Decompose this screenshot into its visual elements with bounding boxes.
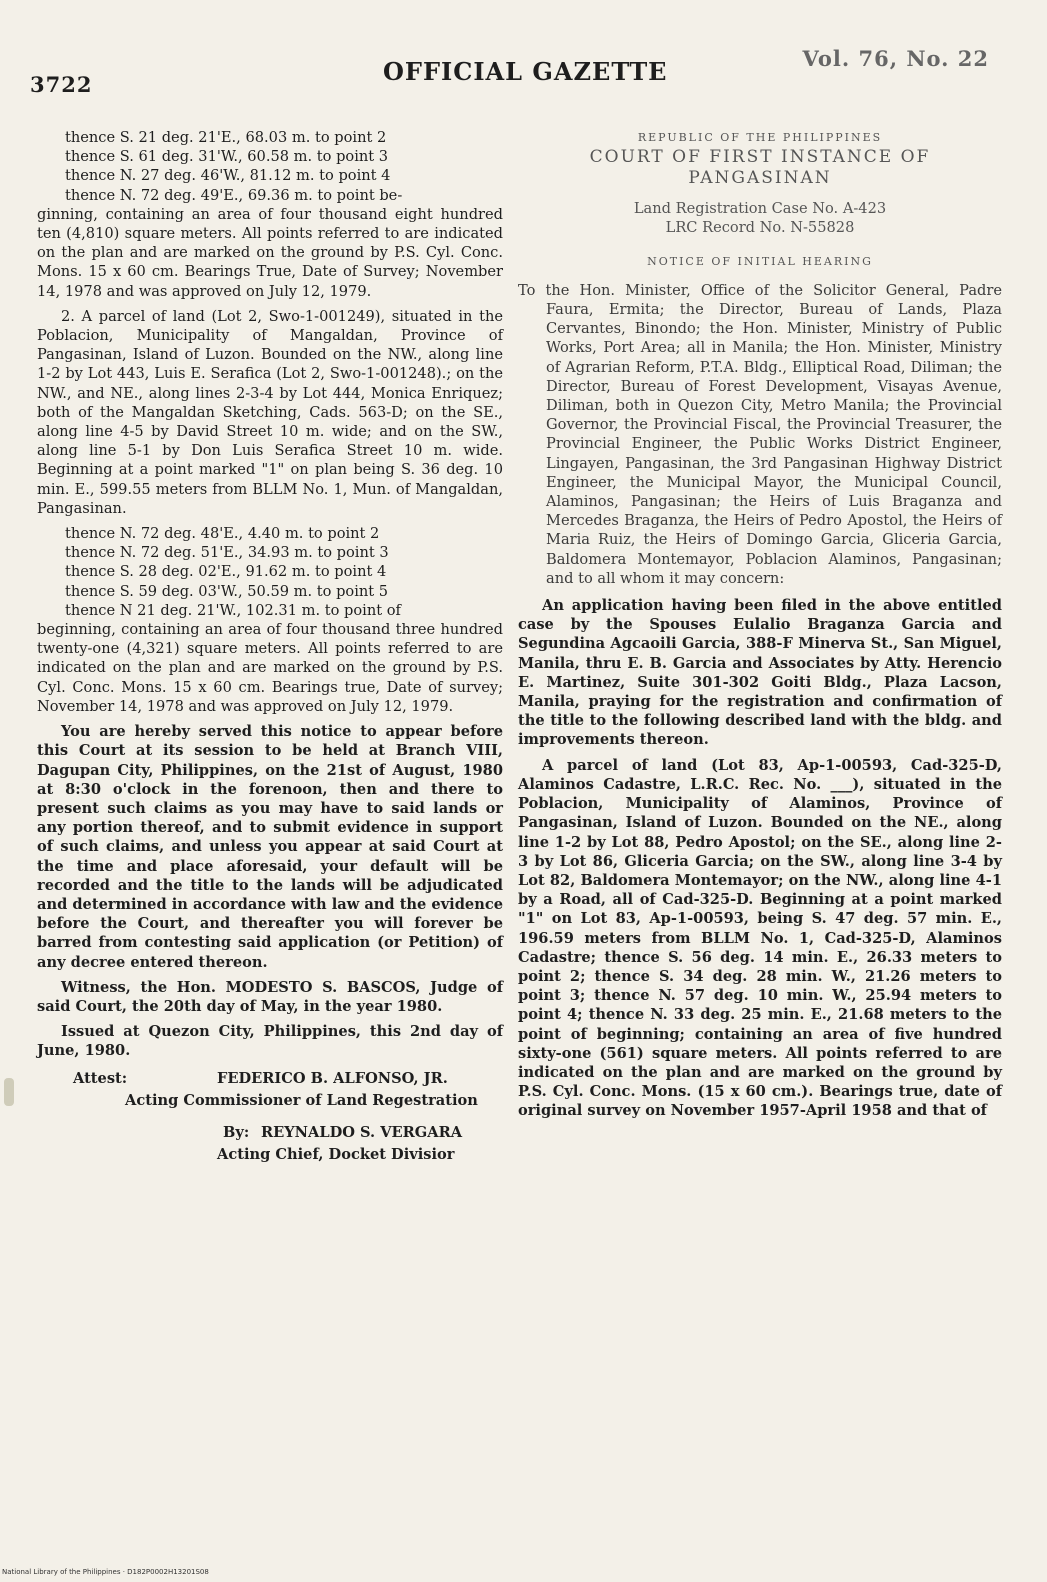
addressee-paragraph: To the Hon. Minister, Office of the Solicitor General, Padre Faura, Ermita; the Director, Bureau of Lands, Plaza Cervantes, Binondo; the Hon. Minister, Ministry of Public Works, Port Area; all in Manila; the Hon. Minister, Ministry of Agrarian Reform, P.T.A. Bldg., Elliptical Road, Diliman; the Director, Bureau of Forest Development, Visayas Avenue, Diliman, both in Quezon City, Metro Manila; the Provincial Governor, the Provincial Fiscal, the Provincial Treasurer, the Provincial Engineer, the Public Works District Engineer, Lingayen, Pangasinan, the 3rd Pangasinan Highway District Engineer, the Municipal Mayor, the Municipal Council, Alaminos, Pangasinan; the Heirs of Luis Braganza and Mercedes Braganza, the Heirs of Pedro Apostol, the Heirs of Maria Ruiz, the Heirs of Domingo Garcia, Gliceria Garcia, Baldomera Montemayor, Poblacion Alaminos, Pangasinan; and to all whom it may concern: xyxy=(518,281,1002,587)
course-line: thence S. 21 deg. 21'E., 68.03 m. to point 2 xyxy=(65,129,387,146)
course-line: thence S. 61 deg. 31'W., 60.58 m. to point 3 xyxy=(65,148,389,166)
scan-credit: National Library of the Philippines · D182P0002H13201S08 xyxy=(2,1568,209,1576)
issued-paragraph: Issued at Quezon City, Philippines, this 2nd day of June, 1980. xyxy=(37,1023,503,1060)
signature-block xyxy=(37,1069,503,1167)
publication-title: OFFICIAL GAZETTE xyxy=(383,57,668,86)
right-column xyxy=(518,128,1002,1127)
application-paragraph: An application having been filed in the above entitled case by the Spouses Eulalio Braganza Garcia and Segundina Agcaoili Garcia, 388-F Minerva St., San Miguel, Manila, thru E. B. Garcia and Associates by Atty. Herencio E. Martinez, Suite 301-302 Goiti Bldg., Plaza Lacson, Manila, praying for the registration and confirmation of the title to the following described land with the bldg. and improvements thereon. xyxy=(518,597,1002,749)
notice-paragraph: You are hereby served this notice to appear before this Court at its session to be held at Branch VIII, Dagupan City, Philippines, on the 21st of August, 1980 at 8:30 o'clock in the forenoon, then and there to present such claims as you may have to said lands or any portion thereof, and to submit evidence in support of such claims, and unless you appear at said Court at the time and place aforesaid, your default will be recorded and the title to the lands will be adjudicated and determined in accordance with law and the evidence before the Court, and thereafter you will forever be barred from contesting said application (or Petition) of any decree entered thereon. xyxy=(37,723,503,971)
republic-line: REPUBLIC OF THE PHILIPPINES xyxy=(637,131,883,144)
volume-number: Vol. 76, No. 22 xyxy=(802,46,989,71)
course-line: thence N. 72 deg. 51'E., 34.93 m. to point 3 xyxy=(65,544,389,562)
attest-name: FEDERICO B. ALFONSO, JR. xyxy=(217,1069,448,1087)
lot2-description: 2. A parcel of land (Lot 2, Swo-1-001249), situated in the Poblacion, Municipality of Mangaldan, Province of Pangasinan, Island of Luzon. Bounded on the NW., along line 1-2 by Lot 443, Luis E. Serafica (Lot 2, Swo-1-001248).; on the NW., and NE., along lines 2-3-4 by Lot 444, Monica Enriquez; both of the Mangaldan Sketching, Cads. 563-D; on the SE., along line 4-5 by David Street 10 m. wide; and on the SW., along line 5-1 by Don Luis Serafica Street 10 m. wide. Beginning at a point marked "1" on plan being S. 36 deg. 10 min. E., 599.55 meters from BLLM No. 1, Mun. of Mangaldan, Pangasinan. xyxy=(37,307,503,517)
witness-paragraph: Witness, the Hon. MODESTO S. BASCOS, Judge of said Court, the 20th day of May, in the year 1980. xyxy=(37,978,503,1015)
lot2-area: beginning, containing an area of four thousand three hundred twenty-one (4,321) square meters. All points referred to are indicated on the plan and are marked on the ground by P.S. Cyl. Conc. Mons. 15 x 60 cm. Bearings true, Date of survey; November 14, 1978 and was approved on July 12, 1979. xyxy=(37,621,503,715)
course-line: thence N. 72 deg. 48'E., 4.40 m. to point 2 xyxy=(65,525,380,543)
court-heading xyxy=(518,128,1002,271)
by-title: Acting Chief, Docket Divisior xyxy=(217,1145,455,1163)
by-label: By: xyxy=(223,1123,250,1141)
course-line: thence N. 72 deg. 49'E., 69.36 m. to point be- xyxy=(65,186,403,204)
course-line: thence N 21 deg. 21'W., 102.31 m. to point of xyxy=(65,601,401,619)
left-column xyxy=(37,128,503,1167)
course-line: thence N. 27 deg. 46'W., 81.12 m. to point 4 xyxy=(65,167,391,185)
attest-label: Attest: xyxy=(73,1069,128,1087)
course-line: thence S. 28 deg. 02'E., 91.62 m. to point 4 xyxy=(65,563,387,581)
case-number: Land Registration Case No. A-423 xyxy=(633,200,887,218)
lot1-description: ginning, containing an area of four thousand eight hundred ten (4,810) square meters. All points referred to are indicated on the plan and are marked on the ground by P.S. Cyl. Conc. Mons. 15 x 60 cm. Bearings True, Date of Survey; November 14, 1978 and was approved on July 12, 1979. xyxy=(37,205,503,300)
by-name: REYNALDO S. VERGARA xyxy=(261,1123,463,1141)
lrc-record: LRC Record No. N-55828 xyxy=(665,219,855,237)
course-line: thence S. 59 deg. 03'W., 50.59 m. to point 5 xyxy=(65,582,389,600)
court-name: COURT OF FIRST INSTANCE OF PANGASINAN xyxy=(589,147,931,189)
margin-stain xyxy=(4,1078,14,1106)
parcel-description: A parcel of land (Lot 83, Ap-1-00593, Cad-325-D, Alaminos Cadastre, L.R.C. Rec. No. ___), situated in the Poblacion, Municipality of Alaminos, Province of Pangasinan, Island of Luzon. Bounded on the NE., along line 1-2 by Lot 88, Pedro Apostol; on the SE., along line 2-3 by Lot 86, Gliceria Garcia; on the SW., along line 3-4 by Lot 82, Baldomera Montemayor; on the NW., along line 4-1 by a Road, all of Cad-325-D. Beginning at a point marked "1" on Lot 83, Ap-1-00593, being S. 47 deg. 57 min. E., 196.59 meters from BLLM No. 1, Cad-325-D, Alaminos Cadastre; thence S. 56 deg. 14 min. E., 26.33 meters to point 2; thence S. 34 deg. 28 min. W., 21.26 meters to point 3; thence N. 57 deg. 10 min. W., 25.94 meters to point 4; thence N. 33 deg. 25 min. E., 21.68 meters to the point of beginning; containing an area of five hundred sixty-one (561) square meters. All points referred to are indicated on the plan and are marked on the ground by P.S. Cyl. Conc. Mons. (15 x 60 cm.). Bearings true, date of original survey on November 1957-April 1958 and that of xyxy=(518,756,1002,1120)
page-number: 3722 xyxy=(30,72,93,97)
attest-title: Acting Commissioner of Land Regestration xyxy=(125,1091,478,1109)
notice-title: NOTICE OF INITIAL HEARING xyxy=(647,254,873,268)
